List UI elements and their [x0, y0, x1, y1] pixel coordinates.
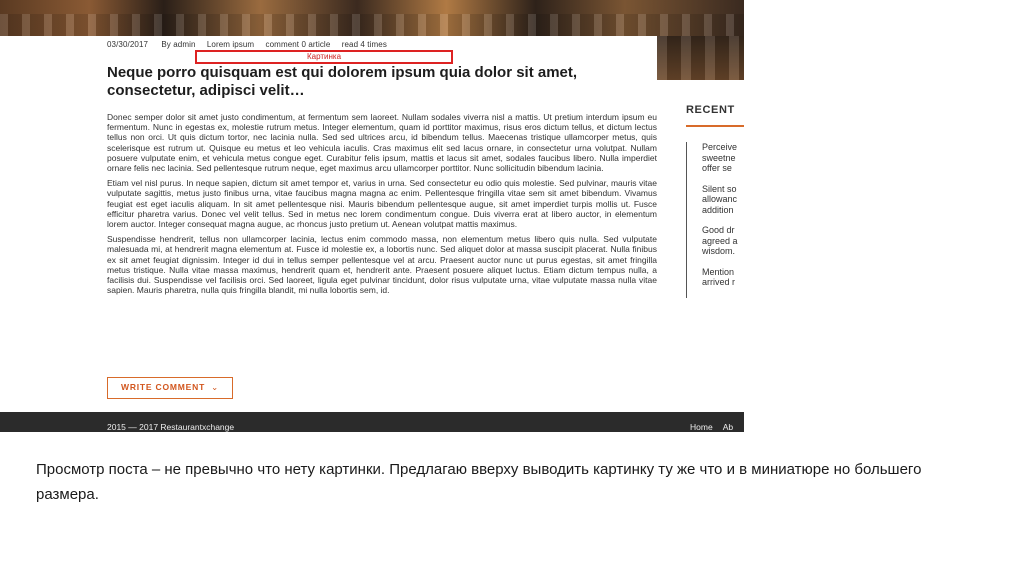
chevron-down-icon: ⌄: [211, 382, 219, 392]
recent-post-line: sweetne: [702, 152, 736, 163]
write-comment-label: WRITE COMMENT: [121, 382, 206, 392]
recent-post-line: Mention: [702, 266, 735, 277]
post-title: Neque porro quisquam est qui dolorem ipsum quia dolor sit amet, consectetur, adipisci velit…: [107, 64, 578, 99]
slide-caption: Просмотр поста – не превычно что нету картинки. Предлагаю вверху выводить картинку ту же что и в миниатюре но большего размера.: [36, 461, 922, 503]
post-meta: [107, 40, 657, 49]
post-category-link[interactable]: Lorem ipsum: [206, 40, 255, 49]
recent-posts-title: RECENT: [686, 104, 735, 116]
hero-image-corner: [657, 36, 744, 80]
write-comment-button[interactable]: [107, 377, 233, 399]
footer-link-about[interactable]: Ab: [722, 422, 734, 432]
recent-posts-list: [686, 142, 744, 298]
recent-post-line: allowanc: [702, 194, 738, 204]
recent-post-link[interactable]: [702, 184, 744, 216]
recent-post-line: arrived r: [702, 277, 736, 287]
post-body: [107, 112, 657, 300]
recent-post-line: Silent so: [702, 183, 737, 194]
post-author-link[interactable]: By admin: [161, 40, 196, 49]
image-placeholder-annotation: Картинка: [195, 50, 453, 64]
recent-post-line: Good dr: [702, 225, 735, 235]
hero-image-strip: [0, 0, 744, 36]
recent-post-link[interactable]: [702, 142, 744, 174]
recent-title-underline: [686, 125, 744, 127]
post-date: 03/30/2017: [107, 40, 149, 49]
recent-post-line: wisdom.: [702, 246, 736, 256]
post-read-count: read 4 times: [341, 40, 387, 49]
site-footer: [0, 412, 744, 432]
footer-link-home[interactable]: Home: [690, 422, 713, 432]
post-comments-link[interactable]: comment 0 article: [265, 40, 331, 49]
recent-post-link[interactable]: [702, 225, 744, 257]
recent-post-line: Perceive: [702, 142, 738, 152]
recent-post-line: offer se: [702, 163, 732, 173]
recent-post-link[interactable]: [702, 267, 744, 288]
recent-post-line: addition: [702, 204, 734, 215]
recent-posts-sidebar: [686, 104, 744, 287]
recent-post-line: agreed a: [702, 235, 738, 246]
post-paragraph: Suspendisse hendrerit, tellus non ullamcorper lacinia, lectus enim commodo massa, non elementum metus libero quis nulla. Sed vulputate malesuada mi, at hendrerit magna elementum at. Fusce id molestie ex, a lobortis nunc. Sed aliquet dolor at massa suscipit placerat. Nulla finibus ex sit amet feugiat dignissim. Integer id dui in tellus semper pellentesque vel at arcu. Praesent auctor nunc ut purus egestas, sit amet fringilla metus tristique. Nulla vitae massa maximus, hendrerit quam et, hendrerit ante. Praesent posuere aliquet luctus. Etiam dictum tempus nulla, a facilisis dui. Suspendisse vel facilisis orci. Sed laoreet, ligula eget pulvinar tincidunt, dolor risus vulputate urna, vitae vulputate massa nulla vitae sapien. Mauris pharetra, nulla quis fringilla blandit, mi nulla lobortis sem, id.: [107, 234, 657, 296]
post-paragraph: Donec semper dolor sit amet justo condimentum, at fermentum sem laoreet. Nullam sodales viverra nisl a mattis. Ut pretium interdum ipsum eu fermentum. Nunc in egestas ex, molestie rutrum metus. Integer elementum, quam id porttitor maximus, risus eros dictum tellus, et dictum lectus tellus non orci. Ut quis dictum tortor, nec lacinia nulla. Sed sed ultrices arcu, id bibendum tellus. Maecenas tristique ullamcorper metus, quis scelerisque est rutrum ut. Quisque eu metus et leo vehicula iaculis. Cras maximus elit sed lacus ornare, in consectetur urna volutpat. Nullam posuere vulputate enim, et vehicula metus congue eget. Curabitur felis ipsum, mattis et lacus sit amet, sodales faucibus libero. Nulla imperdiet ornare felis nec lacinia. Sed pellentesque rutrum neque, eget maximus arcu ullamcorper porttitor. Nunc sollicitudin bibendum lacinia.: [107, 112, 657, 174]
footer-nav: [690, 422, 743, 432]
post-content: [107, 40, 657, 392]
footer-copyright: 2015 — 2017 Restaurantxchange: [107, 422, 235, 432]
post-paragraph: Etiam vel nisl purus. In neque sapien, dictum sit amet tempor et, varius in urna. Sed consectetur eu odio quis molestie. Sed pulvinar, mauris vitae vulputate sagittis, metus justo finibus urna, vitae faucibus magna magna ac enim. Pellentesque fringilla vitae sem sit amet bibendum. Vivamus feugiat est eget iaculis aliquam. In sit amet pellentesque nisi. Mauris bibendum pellentesque augue, sit amet imperdiet turpis mollis ut. Fusce efficitur pharetra varius. Donec vel velit tellus. Sed in metus nec lorem condimentum congue. Duis viverra erat at libero auctor, in elementum lorem auctor. Integer consequat magna augue, ac rhoncus justo pretium ut. Aenean volutpat mattis maximus.: [107, 178, 657, 230]
